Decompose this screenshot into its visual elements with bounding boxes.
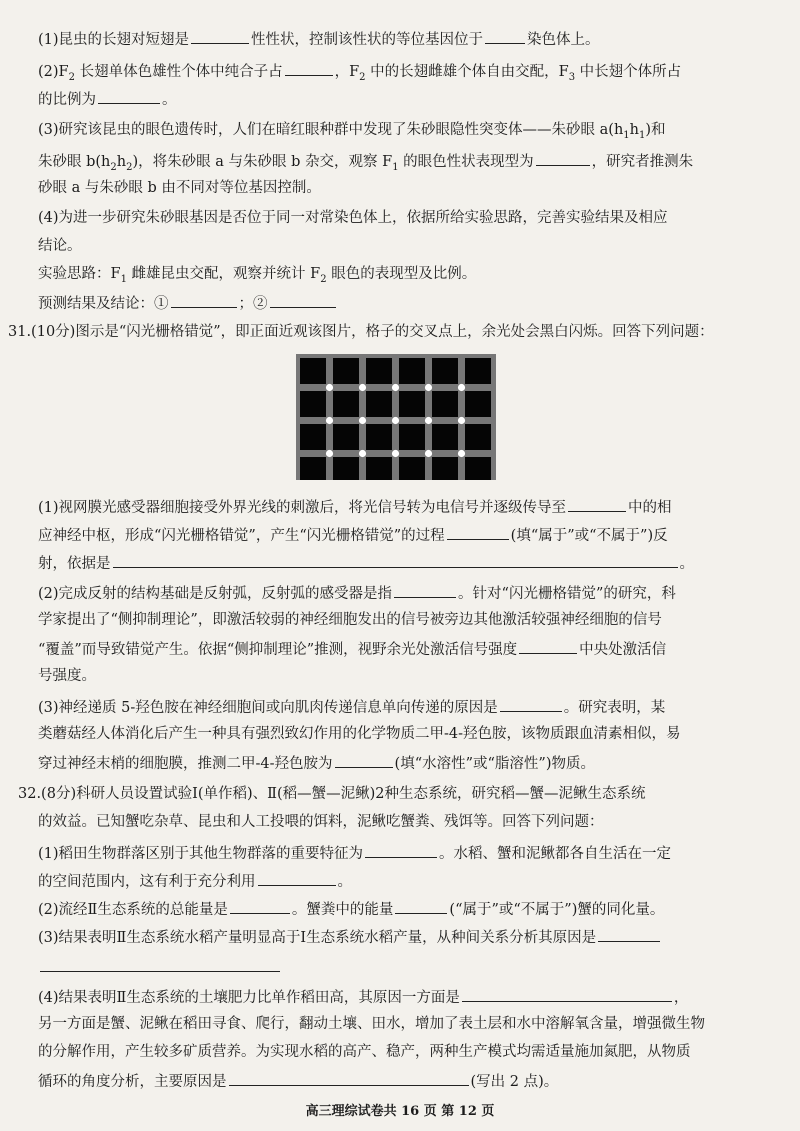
- answer-blank[interactable]: [229, 1070, 469, 1086]
- grid-intersection-dot: [425, 417, 432, 424]
- q32-part3-line2: [38, 956, 282, 978]
- grid-black-square: [399, 391, 425, 417]
- grid-intersection-dot: [326, 417, 333, 424]
- q32-part4-line3: 的分解作用，产生较多矿质营养。为实现水稻的高产、稳产，两种生产模式均需适量施加氮肥，从物质: [38, 1044, 691, 1060]
- q31-part3-line1: (3)神经递质 5-羟色胺在神经细胞间或向肌肉传递信息单向传递的原因是 。研究表明，某: [38, 696, 665, 718]
- grid-black-square: [399, 457, 425, 480]
- grid-intersection-dot: [458, 450, 465, 457]
- q31-part3-line3: 穿过神经末梢的细胞膜，推测二甲-4-羟色胺为 (填“水溶性”或“脂溶性”)物质。: [38, 752, 595, 774]
- grid-black-square: [366, 424, 392, 450]
- q30-part3-line2: 朱砂眼 $b(h_2h_2)$，将朱砂眼 a 与朱砂眼 b 杂交，观察 $F_1$ 的眼色性状表现型为 ，研究者推测朱: [38, 150, 693, 172]
- grid-black-square: [333, 358, 359, 384]
- grid-black-square: [465, 358, 491, 384]
- grid-intersection-dot: [425, 384, 432, 391]
- answer-blank[interactable]: [270, 292, 336, 308]
- grid-black-square: [465, 424, 491, 450]
- q32-part3-line1: (3)结果表明Ⅱ生态系统水稻产量明显高于Ⅰ生态系统水稻产量，从种间关系分析其原因是: [38, 926, 662, 948]
- q32-part4-line4: 循环的角度分析，主要原因是 (写出 2 点)。: [38, 1070, 558, 1092]
- grid-black-square: [465, 457, 491, 480]
- q31-part1-line3: 射，依据是 。: [38, 552, 694, 574]
- grid-black-square: [432, 457, 458, 480]
- q30-part2-line1: $(2)F_2$ 长翅单体色雄性个体中纯合子占 ，$F_2$ 中的长翅雌雄个体自由交配，$F_3$ 中长翅个体所占: [38, 60, 681, 82]
- grid-black-square: [300, 391, 326, 417]
- grid-illusion-svg: [296, 354, 496, 480]
- q32-part4-line1: (4)结果表明Ⅱ生态系统的土壤肥力比单作稻田高，其原因一方面是 ，: [38, 986, 688, 1008]
- grid-intersection-dot: [359, 384, 366, 391]
- answer-blank[interactable]: [462, 986, 672, 1002]
- grid-black-square: [300, 358, 326, 384]
- grid-intersection-dot: [359, 450, 366, 457]
- grid-black-square: [300, 424, 326, 450]
- grid-black-square: [333, 424, 359, 450]
- q31-part3-line2: 类蘑菇经人体消化后产生一种具有强烈致幻作用的化学物质二甲-4-羟色胺，该物质跟血清素相似，易: [38, 726, 681, 742]
- answer-blank[interactable]: [447, 524, 509, 540]
- answer-blank[interactable]: [171, 292, 237, 308]
- answer-blank[interactable]: [519, 638, 577, 654]
- answer-blank[interactable]: [568, 496, 626, 512]
- grid-black-square: [333, 457, 359, 480]
- q31-part2-line4: 号强度。: [38, 668, 96, 684]
- q32-part1-line2: 的空间范围内，这有利于充分利用 。: [38, 870, 352, 892]
- grid-black-square: [366, 358, 392, 384]
- q30-experiment-idea: 实验思路：$F_1$ 雌雄昆虫交配，观察并统计 $F_2$ 眼色的表现型及比例。: [38, 266, 477, 285]
- grid-black-square: [399, 424, 425, 450]
- q30-part4-line2: 结论。: [38, 238, 82, 254]
- q30-part1: (1)昆虫的长翅对短翅是 性性状，控制该性状的等位基因位于 染色体上。: [38, 28, 600, 50]
- grid-intersection-dot: [425, 450, 432, 457]
- q30-part2-line2: 的比例为 。: [38, 88, 177, 110]
- answer-blank[interactable]: [191, 28, 249, 44]
- grid-intersection-dot: [458, 384, 465, 391]
- q32-part4-line2: 另一方面是蟹、泥鳅在稻田寻食、爬行，翻动土壤、田水，增加了表土层和水中溶解氧含量，增强微生物: [38, 1016, 705, 1032]
- q31-part1-line1: (1)视网膜光感受器细胞接受外界光线的刺激后，将光信号转为电信号并逐级传导至 中的相: [38, 496, 672, 518]
- answer-blank[interactable]: [285, 60, 333, 76]
- grid-black-square: [333, 391, 359, 417]
- answer-blank[interactable]: [365, 842, 437, 858]
- flashing-grid-illusion-figure: [296, 354, 496, 480]
- answer-blank[interactable]: [485, 28, 525, 44]
- answer-blank[interactable]: [536, 150, 590, 166]
- q32-title: 32.(8分)科研人员设置试验Ⅰ(单作稻)、Ⅱ(稻—蟹—泥鳅)2种生态系统，研究稻—蟹—泥鳅生态系统: [18, 786, 646, 802]
- q32-title-line2: 的效益。已知蟹吃杂草、昆虫和人工投喂的饵料，泥鳅吃蟹粪、残饵等。回答下列问题：: [38, 814, 604, 830]
- grid-black-square: [432, 391, 458, 417]
- q31-part2-line2: 学家提出了“侧抑制理论”，即激活较弱的神经细胞发出的信号被旁边其他激活较强神经细胞的信号: [38, 612, 662, 628]
- grid-intersection-dot: [458, 417, 465, 424]
- answer-blank[interactable]: [98, 88, 160, 104]
- q30-part3-line1: (3)研究该昆虫的眼色遗传时，人们在暗红眼种群中发现了朱砂眼隐性突变体——朱砂眼 $a(h_1h_1)$和: [38, 122, 666, 141]
- q30-prediction: 预测结果及结论：① ；②: [38, 292, 338, 314]
- answer-blank[interactable]: [40, 956, 280, 972]
- q31-title: 31.(10分)图示是“闪光栅格错觉”，即正面近观该图片，格子的交叉点上，余光处会黑白闪烁。回答下列问题：: [8, 324, 714, 340]
- grid-intersection-dot: [326, 450, 333, 457]
- answer-blank[interactable]: [395, 898, 447, 914]
- q31-part1-line2: 应神经中枢，形成“闪光栅格错觉”，产生“闪光栅格错觉”的过程 (填“属于”或“不属于”)反: [38, 524, 668, 546]
- grid-intersection-dot: [392, 417, 399, 424]
- grid-intersection-dot: [392, 384, 399, 391]
- grid-black-square: [366, 391, 392, 417]
- answer-blank[interactable]: [598, 926, 660, 942]
- grid-black-square: [300, 457, 326, 480]
- grid-intersection-dot: [326, 384, 333, 391]
- grid-black-square: [366, 457, 392, 480]
- q30-part4-line1: (4)为进一步研究朱砂眼基因是否位于同一对常染色体上，依据所给实验思路，完善实验结果及相应: [38, 210, 668, 226]
- answer-blank[interactable]: [230, 898, 290, 914]
- answer-blank[interactable]: [500, 696, 562, 712]
- answer-blank[interactable]: [394, 582, 456, 598]
- answer-blank[interactable]: [113, 552, 678, 568]
- page-footer: 高三理综试卷共 16 页 第 12 页: [305, 1104, 495, 1119]
- q32-part2: (2)流经Ⅱ生态系统的总能量是 。蟹粪中的能量 (“属于”或“不属于”)蟹的同化量。: [38, 898, 664, 920]
- grid-black-square: [432, 358, 458, 384]
- answer-blank[interactable]: [258, 870, 336, 886]
- q31-part2-line1: (2)完成反射的结构基础是反射弧，反射弧的感受器是指 。针对“闪光栅格错觉”的研究，科: [38, 582, 676, 604]
- grid-intersection-dot: [359, 417, 366, 424]
- q32-part1-line1: (1)稻田生物群落区别于其他生物群落的重要特征为 。水稻、蟹和泥鳅都各自生活在一定: [38, 842, 671, 864]
- q31-part2-line3: “覆盖”而导致错觉产生。依据“侧抑制理论”推测，视野余光处激活信号强度 中央处激活信: [38, 638, 666, 660]
- grid-black-square: [399, 358, 425, 384]
- grid-intersection-dot: [392, 450, 399, 457]
- answer-blank[interactable]: [335, 752, 393, 768]
- grid-black-square: [465, 391, 491, 417]
- grid-black-square: [432, 424, 458, 450]
- q30-part3-line3: 砂眼 a 与朱砂眼 b 由不同对等位基因控制。: [38, 180, 321, 196]
